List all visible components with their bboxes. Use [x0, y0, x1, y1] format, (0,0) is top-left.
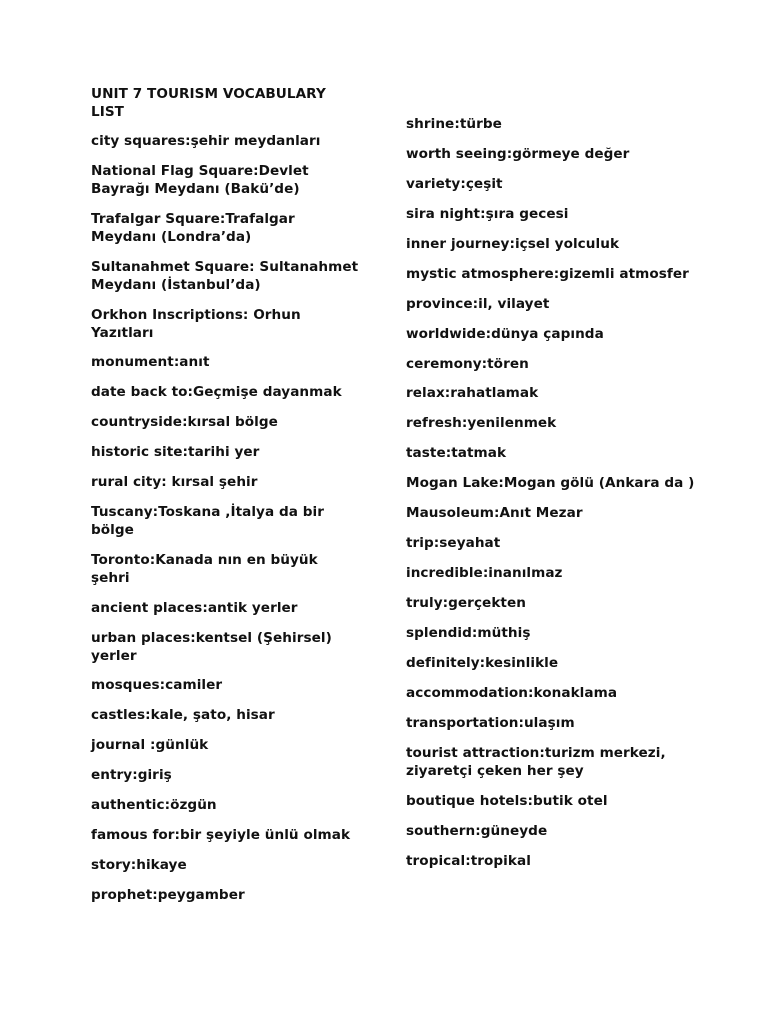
vocab-entry: taste:tatmak: [406, 445, 507, 462]
vocab-entry: variety:çeşit: [406, 175, 503, 192]
vocab-entry: southern:güneyde: [406, 822, 548, 839]
vocab-entry: entry:giriş: [91, 767, 172, 784]
document-title: UNIT 7 TOURISM VOCABULARY LIST: [91, 86, 326, 120]
vocab-entry: boutique hotels:butik otel: [406, 792, 608, 809]
vocab-entry: inner journey:içsel yolculuk: [406, 235, 620, 252]
vocab-entry: province:il, vilayet: [406, 295, 550, 312]
vocab-entry: historic site:tarihi yer: [91, 444, 260, 461]
left-column: [91, 85, 361, 916]
vocab-entry: journal :günlük: [91, 737, 209, 754]
vocab-entry: urban places:kentsel (Şehirsel) yerler: [91, 629, 332, 664]
vocab-entry: Mausoleum:Anıt Mezar: [406, 505, 583, 522]
vocab-entry: truly:gerçekten: [406, 595, 526, 611]
vocab-entry: relax:rahatlamak: [406, 385, 539, 402]
vocab-entry: famous for:bir şeyiyle ünlü olmak: [91, 826, 351, 843]
right-column: [406, 115, 696, 881]
vocab-entry: accommodation:konaklama: [406, 684, 618, 701]
vocab-entry: ceremony:tören: [406, 355, 529, 372]
vocab-entry: Toronto:Kanada nın en büyük şehri: [91, 551, 318, 586]
vocab-entry: shrine:türbe: [406, 116, 502, 132]
vocab-entry: mosques:camiler: [91, 677, 223, 694]
vocab-entry: worth seeing:görmeye değer: [406, 145, 630, 162]
vocab-entry: Sultanahmet Square: Sultanahmet Meydanı (İstanbul’da): [91, 258, 359, 293]
vocab-entry: sira night:şıra gecesi: [406, 205, 569, 222]
vocab-entry: prophet:peygamber: [91, 886, 245, 903]
vocab-entry: city squares:şehir meydanları: [91, 133, 321, 149]
vocab-entry: date back to:Geçmişe dayanmak: [91, 384, 342, 401]
vocab-entry: monument:anıt: [91, 354, 210, 371]
vocab-entry: Trafalgar Square:Trafalgar Meydanı (Londra’da): [91, 210, 295, 245]
vocab-entry: castles:kale, şato, hisar: [91, 707, 275, 724]
vocab-entry: ancient places:antik yerler: [91, 599, 298, 616]
vocab-entry: refresh:yenilenmek: [406, 415, 557, 432]
vocab-entry: tourist attraction:turizm merkezi, ziyaretçi çeken her şey: [406, 744, 666, 779]
vocab-entry: worldwide:dünya çapında: [406, 325, 604, 342]
vocab-entry: National Flag Square:Devlet Bayrağı Meydanı (Bakü’de): [91, 162, 309, 197]
vocab-entry: definitely:kesinlikle: [406, 654, 559, 671]
vocab-entry: splendid:müthiş: [406, 624, 531, 641]
vocab-entry: mystic atmosphere:gizemli atmosfer: [406, 265, 689, 282]
vocab-entry: Mogan Lake:Mogan gölü (Ankara da ): [406, 475, 695, 492]
vocab-entry: countryside:kırsal bölge: [91, 414, 278, 431]
vocab-entry: Tuscany:Toskana ,İtalya da bir bölge: [91, 503, 324, 538]
vocab-entry: transportation:ulaşım: [406, 714, 575, 731]
vocab-entry: incredible:inanılmaz: [406, 565, 563, 582]
vocab-entry: trip:seyahat: [406, 535, 501, 552]
vocab-entry: Orkhon Inscriptions: Orhun Yazıtları: [91, 306, 301, 341]
vocab-entry: rural city: kırsal şehir: [91, 474, 258, 491]
vocab-entry: tropical:tropikal: [406, 852, 531, 869]
vocab-entry: authentic:özgün: [91, 797, 217, 814]
vocab-entry: story:hikaye: [91, 856, 187, 873]
